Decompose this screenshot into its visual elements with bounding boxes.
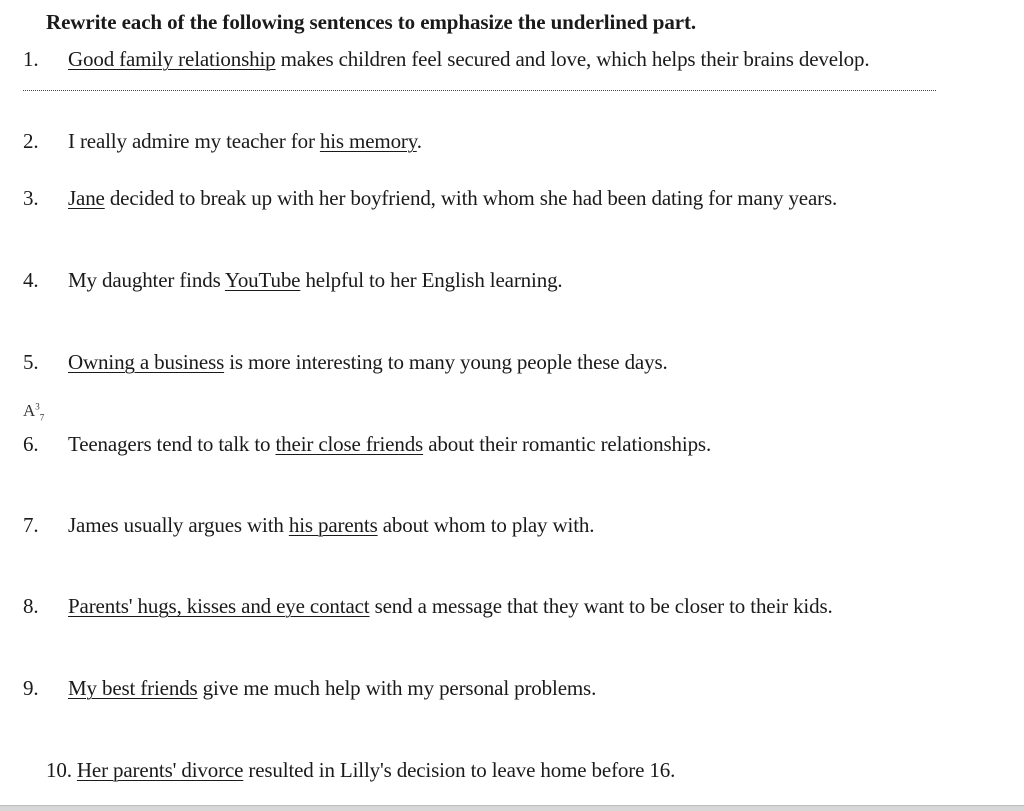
item-text-after: resulted in Lilly's decision to leave home before 16. (243, 758, 676, 782)
item-text-before: Teenagers tend to talk to (68, 432, 276, 456)
item-text-after: send a message that they want to be closer to their kids. (369, 594, 833, 618)
item-number: 3. (23, 186, 39, 210)
marker-subscript: 7 (39, 412, 45, 423)
item-number: 10. (46, 758, 77, 782)
underlined-part: his parents (288, 513, 378, 537)
item-number: 6. (23, 432, 39, 456)
marker-base: A (23, 401, 36, 420)
item-text-after: makes children feel secured and love, which helps their brains develop. (275, 47, 870, 71)
exercise-item-5 (23, 350, 668, 375)
item-text-before: My daughter finds (68, 268, 225, 292)
exercise-item-2 (23, 129, 422, 154)
exercise-item-1 (23, 47, 869, 72)
underlined-part: his memory (319, 129, 417, 153)
underlined-part: YouTube (224, 268, 301, 292)
underlined-part: their close friends (275, 432, 424, 456)
exercise-item-6 (23, 432, 711, 457)
item-text-after: . (416, 129, 422, 153)
item-number: 7. (23, 513, 39, 537)
answer-dotted-line (23, 90, 936, 91)
margin-marker (23, 401, 44, 422)
exercise-item-4 (23, 268, 563, 293)
item-text-before: I really admire my teacher for (68, 129, 320, 153)
item-number: 2. (23, 129, 39, 153)
item-text-after: is more interesting to many young people these days. (224, 350, 668, 374)
underlined-part: Parents' hugs, kisses and eye contact (68, 594, 370, 618)
item-number: 8. (23, 594, 39, 618)
underlined-part: Jane (68, 186, 105, 210)
instruction-heading: Rewrite each of the following sentences to emphasize the underlined part. (46, 10, 697, 34)
item-text-after: give me much help with my personal problems. (197, 676, 597, 700)
exercise-item-7 (23, 513, 594, 538)
underlined-part: Owning a business (68, 350, 225, 374)
marker-superscript: 3 (35, 401, 40, 412)
item-text-before: James usually argues with (68, 513, 289, 537)
bottom-border (0, 805, 1024, 811)
item-number: 9. (23, 676, 39, 700)
item-number: 5. (23, 350, 39, 374)
exercise-item-3 (23, 186, 837, 211)
underlined-part: My best friends (68, 676, 198, 700)
underlined-part: Her parents' divorce (76, 758, 244, 782)
item-number: 4. (23, 268, 39, 292)
exercise-item-8 (23, 594, 833, 619)
exercise-item-10 (46, 758, 675, 783)
item-text-after: about whom to play with. (377, 513, 595, 537)
underlined-part: Good family relationship (68, 47, 276, 71)
exercise-item-9 (23, 676, 596, 701)
item-text-after: helpful to her English learning. (300, 268, 563, 292)
item-text-after: about their romantic relationships. (423, 432, 712, 456)
item-number: 1. (23, 47, 39, 71)
item-text-after: decided to break up with her boyfriend, with whom she had been dating for many years. (104, 186, 838, 210)
